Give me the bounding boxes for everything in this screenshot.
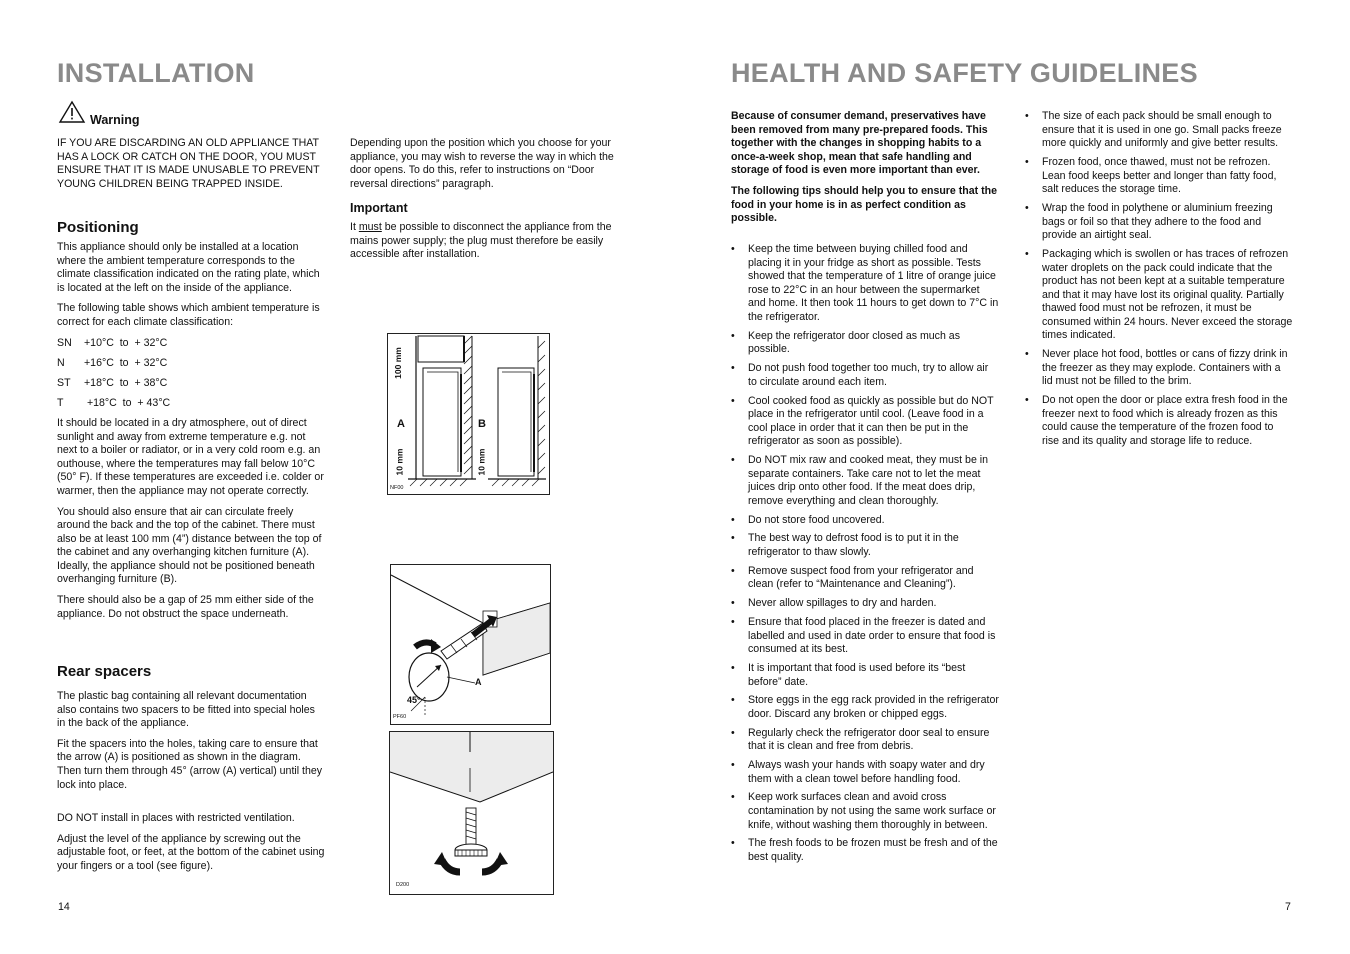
tip-text: Never place hot food, bottles or cans of fizzy drink in the freezer as they may explode. Containers with a lid must not be filled to the brim. [1042,348,1288,388]
adjust-foot-text: Adjust the level of the appliance by screwing out the adjustable foot, or feet, at the bottom of the cabinet using your fingers or a tool (see figure). [57,832,325,872]
figure-code: PF60 [393,714,407,720]
bullet-icon: • [731,243,735,255]
bullet-icon: • [731,615,735,628]
climate-range: +18°C to + 43°C [84,396,171,409]
tip-item [731,837,999,864]
tip-item [731,454,999,508]
climate-row [57,377,325,391]
rear-spacers-p1: The plastic bag containing all relevant documentation also contains two spacers to be fitted into special holes in the back of the appliance. [57,690,315,730]
ventilation-block [57,812,325,873]
bullet-icon: • [731,513,735,526]
bullet-icon: • [731,394,735,407]
climate-row [57,357,325,371]
climate-table [57,337,325,411]
bullet-icon: • [731,837,735,850]
rear-spacers-block [57,690,325,792]
tip-item [1025,110,1293,151]
positioning-p3: It should be located in a dry atmosphere, out of direct sunlight and away from extreme temperature e.g. not next to a boiler or radiator, or in a very cold room e.g. an outhouse, where the temperatures may fall below 10°C (50° F). If these temperatures are exceeded i.e. colder or warmer, then the appliance may not operate correctly. [57,416,324,497]
bullet-icon: • [731,661,735,674]
page-number-left: 14 [58,901,70,913]
clearance-diagram [387,333,550,495]
positioning-heading: Positioning [57,219,139,236]
installation-title: INSTALLATION [57,58,255,88]
bullet-icon: • [1025,247,1029,260]
tip-text: Packaging which is swollen or has traces of refrozen water droplets on the pack could indicate that the product has not been kept at a suitable temperature and that it may have lost its original quality. Partially thawed food must not be refrozen, it must be consumed within 24 hours. Never exceed the storage times indicated. [1042,247,1293,342]
label-a: A [397,418,405,430]
important-block [350,221,618,262]
climate-class: N [57,356,65,369]
bullet-icon: • [731,362,735,375]
warning-block [57,137,327,191]
figure-code: D200 [396,882,410,888]
bullet-icon: • [1025,155,1029,168]
positioning-p5: There should also be a gap of 25 mm either side of the appliance. Do not obstruct the space underneath. [57,594,314,620]
bullet-icon: • [1025,110,1029,122]
tip-text: Do NOT mix raw and cooked meat, they must be in separate containers. Take care not to let the meat juices drip onto other food. If the meat does drip, remove everything and clean thoroughly. [748,454,989,507]
tip-item [731,759,999,786]
bullet-icon: • [731,597,735,610]
climate-range: +10°C to + 32°C [84,336,168,349]
bullet-icon: • [1025,348,1029,361]
bullet-icon: • [731,726,735,739]
tip-item [1025,156,1293,197]
tip-item [731,330,999,357]
tip-item [1025,248,1293,343]
door-reversal-text: Depending upon the position which you choose for your appliance, you may wish to reverse the way in which the door opens. To do this, refer to instructions on “Door reversal directions” paragraph. [350,137,614,190]
label-10mm-b: 10 mm [476,448,487,476]
tip-item [731,662,999,689]
bullet-icon: • [731,454,735,467]
bullet-icon: • [731,759,735,772]
label-arrow-a: A [475,677,482,687]
rear-spacers-p2: Fit the spacers into the holes, taking care to ensure that the arrow (A) is positioned as shown in the diagram. Then turn them through 45° (arrow (A) vertical) until they lock into place. [57,737,323,791]
important-text-pre: It [350,221,359,233]
tip-text: Keep the time between buying chilled food and placing it in your fridge as short as possible. Tests showed that the temperature of 1 litre of orange juice rose to 22°C in an hour between the supermarket and home. It then took 11 hours to get down to 7°C in the refrigerator. [748,243,999,323]
climate-range: +18°C to + 38°C [84,376,168,389]
label-b: B [478,418,486,430]
tip-item [731,514,999,528]
figure-code: NF00 [390,485,404,491]
warning-heading: Warning [90,113,140,127]
rear-spacer-diagram [390,564,551,725]
tip-item [1025,348,1293,389]
bullet-icon: • [731,532,735,545]
tips-list-2 [1025,110,1293,454]
bullet-icon: • [731,564,735,577]
climate-row [57,337,325,351]
tip-text: The fresh foods to be frozen must be fresh and of the best quality. [748,837,998,863]
tip-item [731,362,999,389]
tip-text: Regularly check the refrigerator door seal to ensure that it is clean and free from debris. [748,726,990,753]
tip-item [731,694,999,721]
rear-spacers-heading: Rear spacers [57,663,152,680]
climate-row [57,397,325,411]
important-must: must [358,221,382,233]
intro-paragraph-2: The following tips should help you to ensure that the food in your home is in as perfect condition as possible. [731,184,998,225]
tip-text: Never allow spillages to dry and harden. [748,597,937,610]
positioning-block [57,241,325,621]
tip-item [731,791,999,832]
warning-triangle-icon [58,100,88,126]
warning-text: IF YOU ARE DISCARDING AN OLD APPLIANCE THAT HAS A LOCK OR CATCH ON THE DOOR, YOU MUST ENSURE THAT IT IS MADE UNUSABLE TO PREVENT YOUNG CHILDREN BEING TRAPPED INSIDE. [57,137,320,190]
bullet-icon: • [731,791,735,804]
ventilation-text: DO NOT install in places with restricted ventilation. [57,812,295,824]
tip-text: Ensure that food placed in the freezer is dated and labelled and used in date order to ensure that food is consumed at its best. [748,615,996,656]
label-10mm-a: 10 mm [394,448,405,476]
bullet-icon: • [1025,201,1029,214]
climate-class: SN [57,336,72,349]
dimension-label-10mm-b [472,449,498,479]
tip-text: Do not open the door or place extra fresh food in the freezer next to food which is already frozen as this could cause the temperature of the frozen food to rise and its quality and storage life to reduce. [1042,394,1288,447]
tip-text: Store eggs in the egg rack provided in the refrigerator door. Discard any broken or chipped eggs. [748,694,999,720]
tip-text: The size of each pack should be small enough to ensure that it is used in one go. Small packs freeze more quickly and uniformly and give better results. [1042,110,1282,150]
health-safety-title: HEALTH AND SAFETY GUIDELINES [731,58,1198,88]
tip-text: Wrap the food in polythene or aluminium freezing bags or foil so that they adhere to the food and provide an airtight seal. [1042,201,1273,242]
tip-item [1025,202,1293,243]
positioning-p1: This appliance should only be installed at a location where the ambient temperature corresponds to the climate classification indicated on the rating plate, which is located at the left on the inside of the appliance. [57,241,320,294]
label-45-degree: 45° [407,695,421,705]
tip-text: Keep the refrigerator door closed as much as possible. [748,329,960,356]
tip-text: Always wash your hands with soapy water and dry them with a clean towel before handling food. [748,759,985,785]
tip-text: The best way to defrost food is to put it in the refrigerator to thaw slowly. [748,532,959,558]
tip-item [731,616,999,657]
tip-text: Cool cooked food as quickly as possible but do NOT place in the refrigerator until cool. (Leave food in a cool place in order that it can then be put in the refrigerator as soon as possible). [748,394,994,448]
intro-block [731,110,999,226]
dimension-label-100mm [390,344,416,384]
adjustable-foot-diagram [389,731,554,895]
climate-range: +16°C to + 32°C [84,356,168,369]
important-text [350,221,618,262]
climate-class: T [57,396,64,409]
positioning-p4: You should also ensure that air can circulate freely around the back and the top of the cabinet. There must also be at least 100 mm (4”) distance between the top of the cabinet and any overhanging kitchen furniture (A). Ideally, the appliance should not be positioned beneath overhanging furniture (B). [57,505,322,586]
bullet-icon: • [1025,394,1029,407]
tip-text: Frozen food, once thawed, must not be refrozen. Lean food keeps better and longer than fatty food, salt reduces the storage time. [1042,155,1277,196]
tip-text: Keep work surfaces clean and avoid cross contamination by not using the same work surface or knife, without washing them thoroughly in between. [748,791,996,831]
label-100mm: 100 mm [392,347,403,379]
tip-item [731,597,999,611]
tip-text: Do not store food uncovered. [748,513,885,526]
important-heading: Important [350,201,408,215]
positioning-p2: The following table shows which ambient temperature is correct for each climate classification: [57,302,320,328]
tip-item [1025,394,1293,448]
intro-paragraph-1: Because of consumer demand, preservatives have been removed from many pre-prepared foods. This together with the changes in shopping habits to a once-a-week shop, mean that safe handling and storage of food is even more important than ever. [731,110,988,177]
tip-item [731,243,999,325]
bullet-icon: • [731,329,735,342]
tip-text: Do not push food together too much, try to allow air to circulate around each item. [748,362,989,388]
page-number-right: 7 [1285,901,1291,913]
bullet-icon: • [731,694,735,707]
climate-class: ST [57,376,71,389]
door-reversal-block [350,137,618,191]
important-text-post: be possible to disconnect the appliance from the mains power supply; the plug must therefore be easily accessible after installation. [350,221,612,261]
tip-text: Remove suspect food from your refrigerator and clean (refer to “Maintenance and Cleaning”). [748,564,974,591]
tip-text: It is important that food is used before its “best before” date. [748,661,966,688]
tip-item [731,532,999,559]
dimension-label-10mm-a [390,449,416,479]
tip-item [731,395,999,449]
tip-item [731,565,999,592]
tips-list-1 [731,243,999,870]
tip-item [731,727,999,754]
